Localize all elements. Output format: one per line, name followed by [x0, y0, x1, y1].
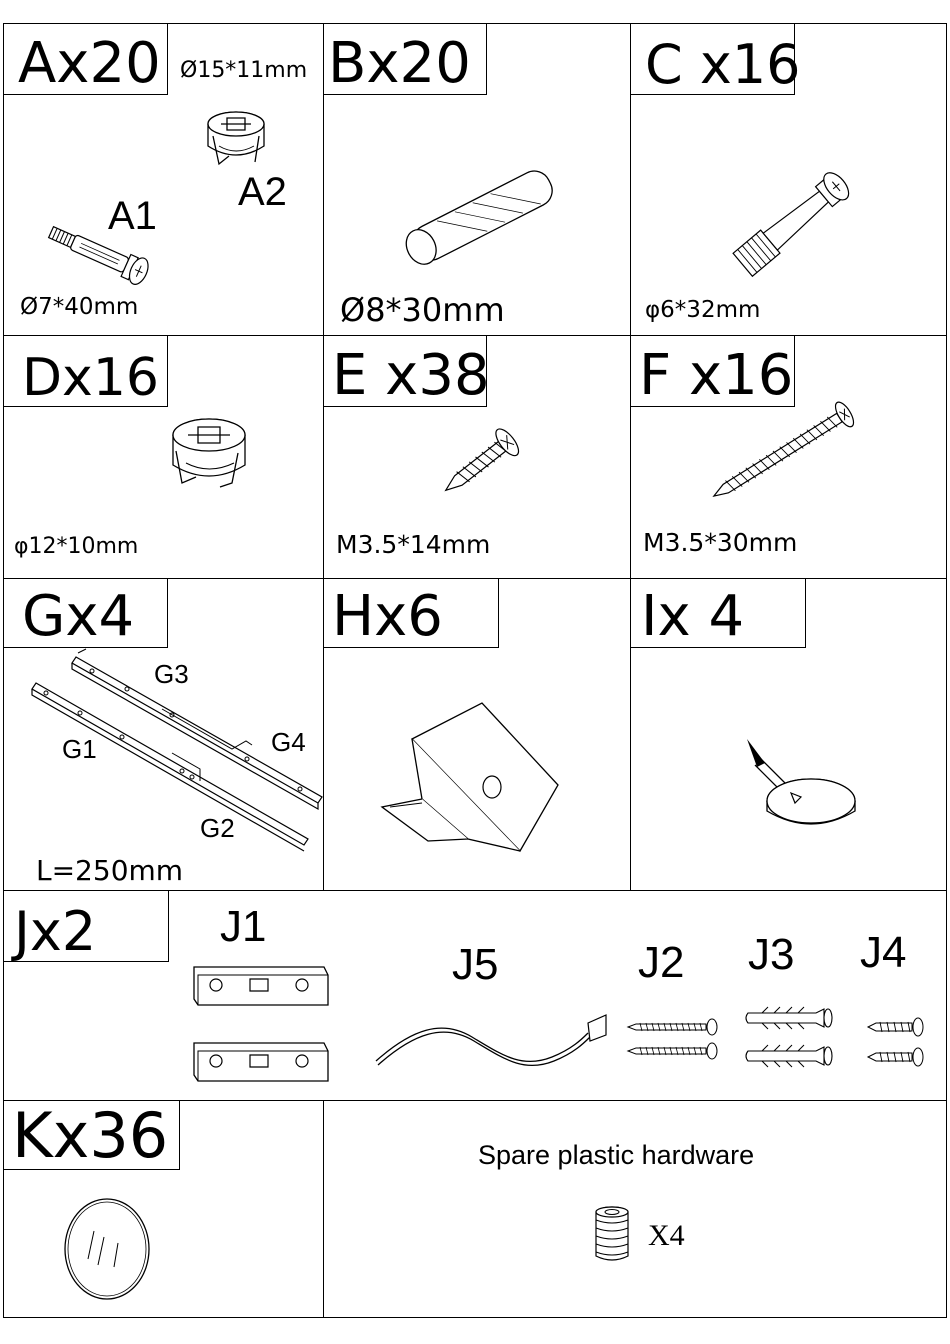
- short-screw-icon: [432, 424, 532, 499]
- size-label-a-top: Ø15*11mm: [180, 58, 308, 83]
- cam-bolt-icon: [711, 144, 881, 304]
- size-label-b: Ø8*30mm: [340, 291, 505, 329]
- connecting-bolt-icon: [44, 224, 156, 286]
- part-cell-c: [630, 23, 947, 336]
- part-cell-k: [3, 1100, 324, 1318]
- part-cell-f: [630, 335, 947, 579]
- part-cell-j: [3, 890, 947, 1101]
- part-label-g3: G3: [154, 659, 189, 689]
- part-label-a1: A1: [108, 194, 157, 238]
- part-label-j4: J4: [860, 928, 907, 977]
- cam-lock-icon: [199, 106, 274, 176]
- spare-hardware-title: Spare plastic hardware: [478, 1140, 755, 1170]
- screw-cover-cap-icon: [62, 1197, 152, 1301]
- part-tag-k: Kx36: [3, 1100, 180, 1170]
- part-label-g1: G1: [62, 734, 97, 764]
- part-label-g2: G2: [200, 813, 235, 843]
- size-label-a-bottom: Ø7*40mm: [20, 294, 139, 320]
- size-label-e: M3.5*14mm: [336, 530, 491, 559]
- size-label-c: φ6*32mm: [645, 297, 761, 323]
- length-label-g: L=250mm: [36, 854, 184, 887]
- part-tag-c: C x16: [630, 23, 795, 95]
- part-tag-i: Ix 4: [630, 578, 806, 648]
- anti-tip-bracket-icon: [188, 963, 338, 1093]
- corner-bracket-icon: [382, 699, 572, 854]
- wall-anchor-icon: [744, 1005, 836, 1075]
- size-label-d: φ12*10mm: [14, 534, 139, 559]
- part-cell-g: [3, 578, 324, 891]
- cam-lock-nut-icon: [164, 411, 254, 501]
- part-tag-f: F x16: [630, 335, 795, 407]
- part-tag-a: Ax20: [3, 23, 168, 95]
- spare-hardware-qty: X4: [648, 1219, 685, 1252]
- nail-glide-icon: [743, 737, 863, 837]
- small-screw-icon: [866, 1015, 928, 1069]
- part-tag-d: Dx16: [3, 335, 168, 407]
- size-label-f: M3.5*30mm: [643, 528, 798, 557]
- part-tag-j: Jx2: [3, 890, 169, 962]
- part-cell-i: [630, 578, 947, 891]
- plastic-insert-icon: [592, 1206, 632, 1262]
- part-cell-h: [323, 578, 631, 891]
- drawer-slide-icon: [32, 649, 327, 849]
- part-label-g4: G4: [271, 727, 306, 757]
- part-label-j1: J1: [220, 902, 267, 951]
- part-tag-e: E x38: [323, 335, 487, 407]
- cable-strap-icon: [372, 1009, 612, 1069]
- part-cell-e: [323, 335, 631, 579]
- part-label-j5: J5: [452, 940, 499, 989]
- spare-hardware-cell: [323, 1100, 947, 1318]
- screw-icon: [626, 1015, 720, 1065]
- long-screw-icon: [701, 396, 871, 506]
- part-label-j2: J2: [638, 938, 685, 987]
- part-tag-h: Hx6: [323, 578, 499, 648]
- part-cell-d: [3, 335, 324, 579]
- wooden-dowel-icon: [390, 159, 570, 274]
- part-cell-b: [323, 23, 631, 336]
- part-label-a2: A2: [238, 170, 287, 214]
- part-tag-b: Bx20: [323, 23, 487, 95]
- part-tag-g: Gx4: [3, 578, 168, 648]
- part-cell-a: [3, 23, 324, 336]
- part-label-j3: J3: [748, 930, 795, 979]
